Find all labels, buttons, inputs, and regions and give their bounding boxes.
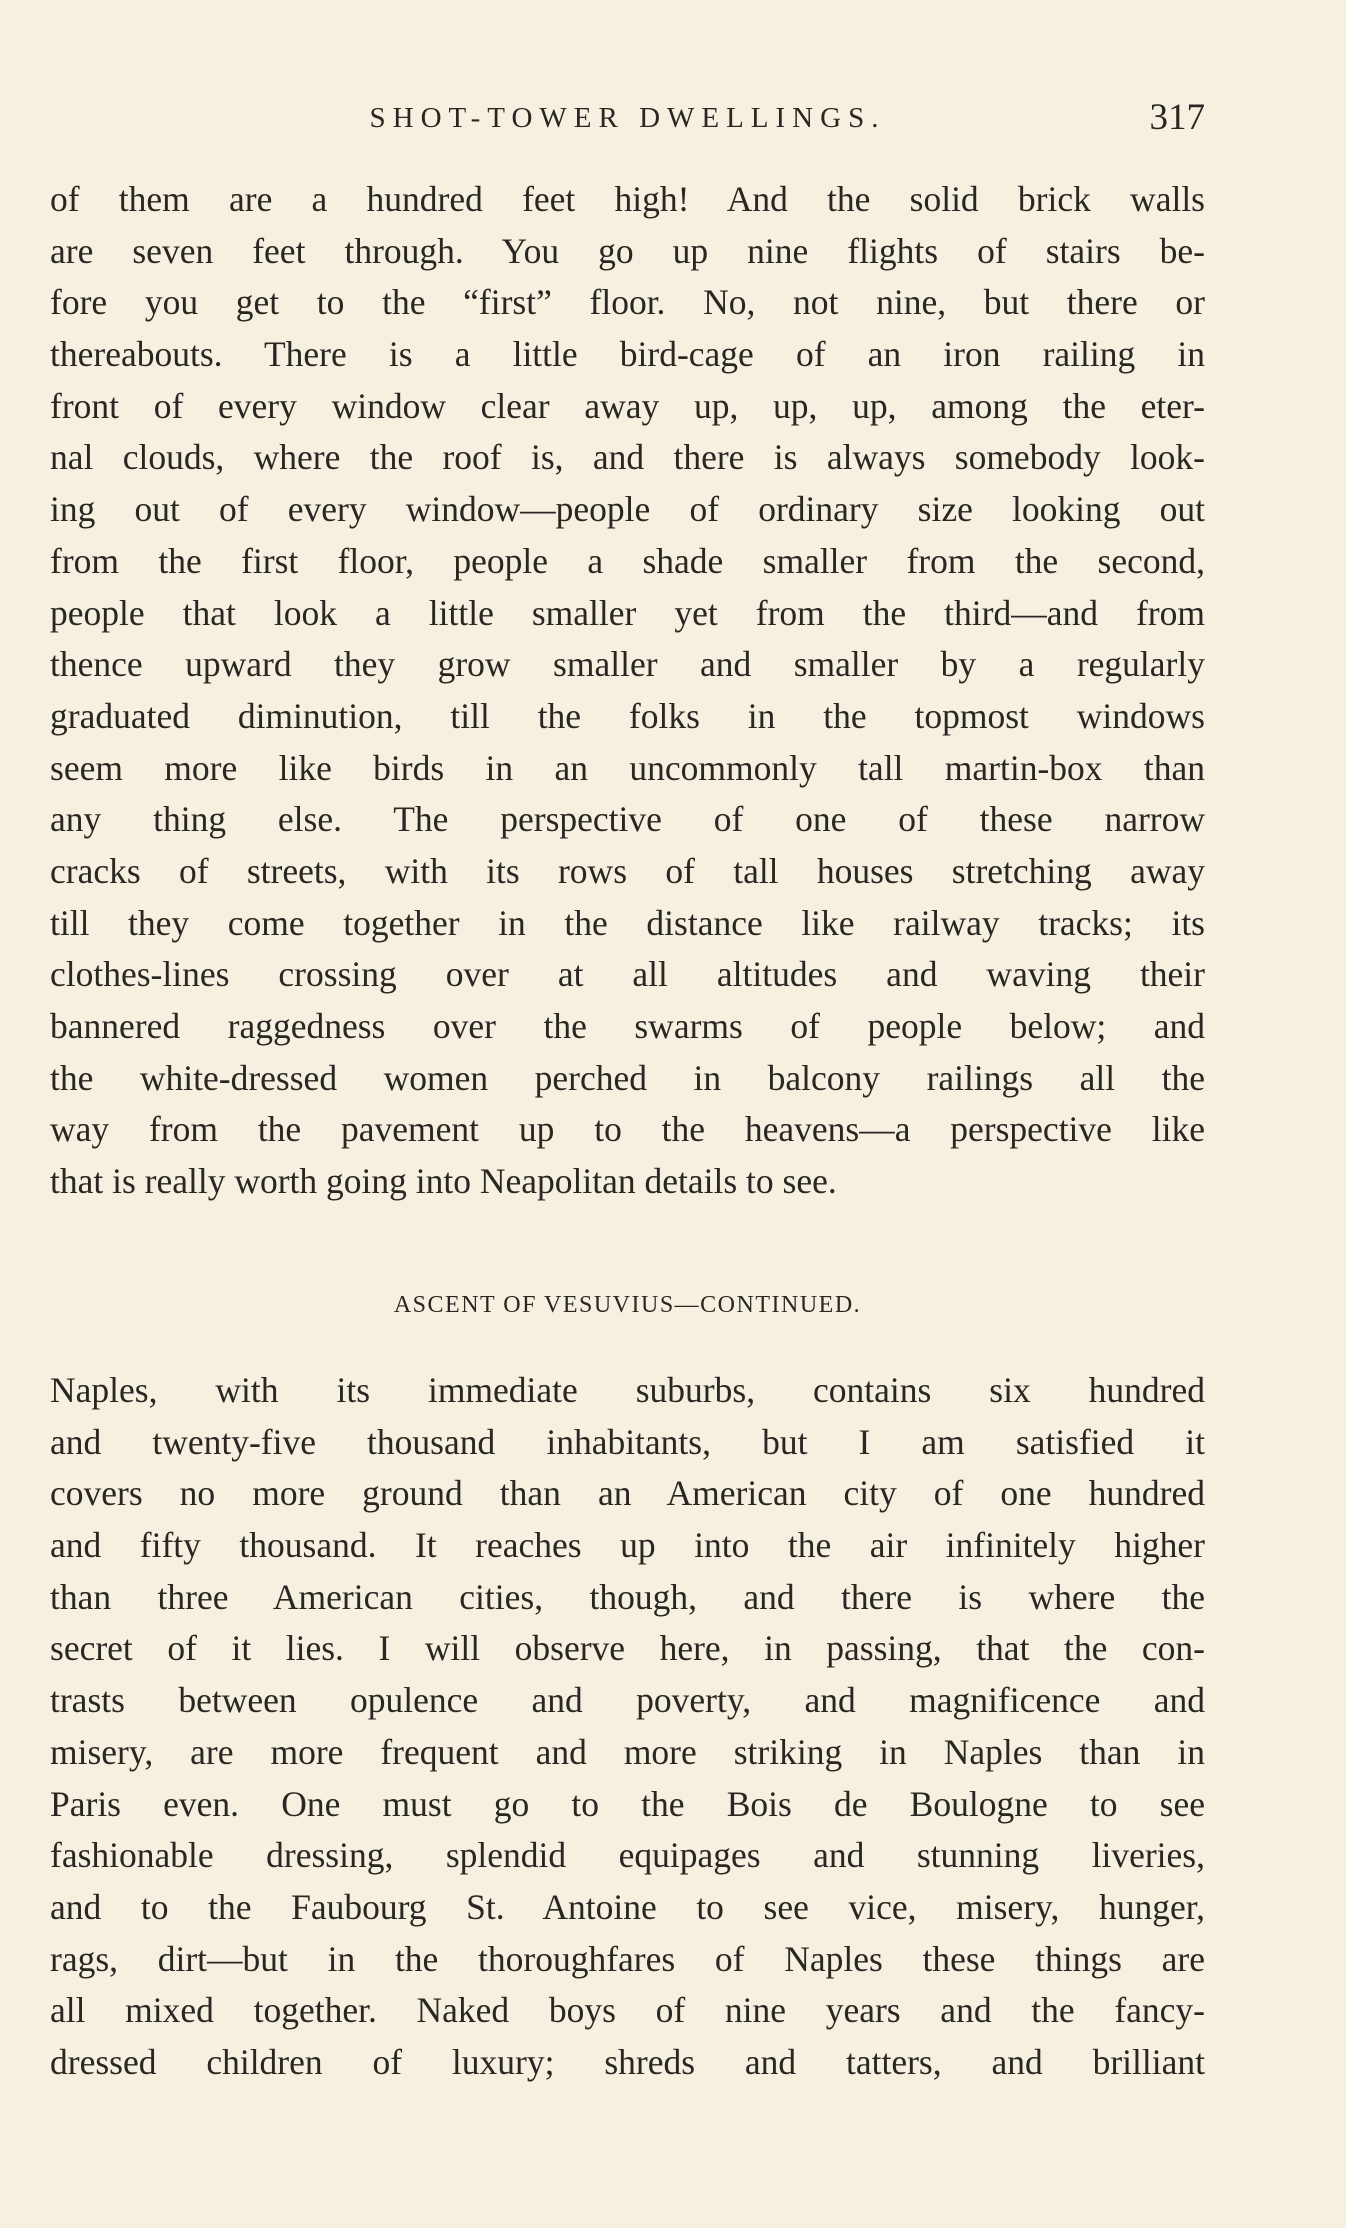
text-line: Naples, with its immediate suburbs, contains six hundred [50,1370,1205,1410]
text-line: till they come together in the distance like railway tracks; its [50,902,1205,943]
text-line: and fifty thousand. It reaches up into the air infinitely higher [50,1525,1205,1566]
text-line: covers no more ground than an American city of one hundred [50,1473,1205,1514]
text-line: clothes-lines crossing over at all altitudes and waving their [50,954,1205,995]
text-line: fore you get to the “first” floor. No, not nine, but there or [50,282,1205,323]
text-line: are seven feet through. You go up nine flights of stairs be- [50,230,1205,271]
text-line: thereabouts. There is a little bird-cage of an iron railing in [50,334,1205,375]
text-line: cracks of streets, with its rows of tall houses stretching away [50,850,1205,891]
text-line: trasts between opulence and poverty, and magnificence and [50,1680,1205,1721]
running-title: SHOT-TOWER DWELLINGS. [369,102,886,134]
text-line: way from the pavement up to the heavens—a perspective like [50,1109,1205,1150]
text-line: and to the Faubourg St. Antoine to see vice, misery, hunger, [50,1886,1205,1927]
text-line: than three American cities, though, and there is where the [50,1576,1205,1617]
text-line: rags, dirt—but in the thoroughfares of Naples these things are [50,1938,1205,1979]
text-line: ing out of every window—people of ordinary size looking out [50,489,1205,530]
section-heading: ASCENT OF VESUVIUS—CONTINUED. [393,1292,862,1318]
text-line: the white-dressed women perched in balcony railings all the [50,1057,1205,1098]
text-line: of them are a hundred feet high! And the solid brick walls [50,179,1205,219]
text-line: from the first floor, people a shade smaller from the second, [50,540,1205,581]
page-number: 317 [1149,97,1205,138]
text-line: any thing else. The perspective of one of these narrow [50,799,1205,840]
text-line: Paris even. One must go to the Bois de Boulogne to see [50,1783,1205,1824]
text-line: bannered raggedness over the swarms of people below; and [50,1006,1205,1046]
text-line: misery, are more frequent and more striking in Naples than in [50,1731,1205,1772]
text-line: front of every window clear away up, up, up, among the eter- [50,385,1205,426]
text-line: that is really worth going into Neapolitan details to see. [50,1161,837,1202]
paragraph-2 [50,1365,1205,2089]
text-line: seem more like birds in an uncommonly tall martin-box than [50,747,1205,788]
text-line: all mixed together. Naked boys of nine years and the fancy- [50,1990,1205,2031]
text-line: secret of it lies. I will observe here, in passing, that the con- [50,1628,1205,1669]
text-line: and twenty-five thousand inhabitants, but I am satisfied it [50,1421,1205,1462]
text-line: people that look a little smaller yet from the third—and from [50,592,1205,633]
text-line: graduated diminution, till the folks in the topmost windows [50,695,1205,736]
text-line: nal clouds, where the roof is, and there is always somebody look- [50,437,1205,478]
page-header [50,96,1205,144]
text-line: dressed children of luxury; shreds and tatters, and brilliant [50,2041,1205,2082]
text-line: thence upward they grow smaller and smaller by a regularly [50,644,1205,685]
paragraph-1 [50,174,1205,1208]
text-line: fashionable dressing, splendid equipages and stunning liveries, [50,1835,1205,1876]
